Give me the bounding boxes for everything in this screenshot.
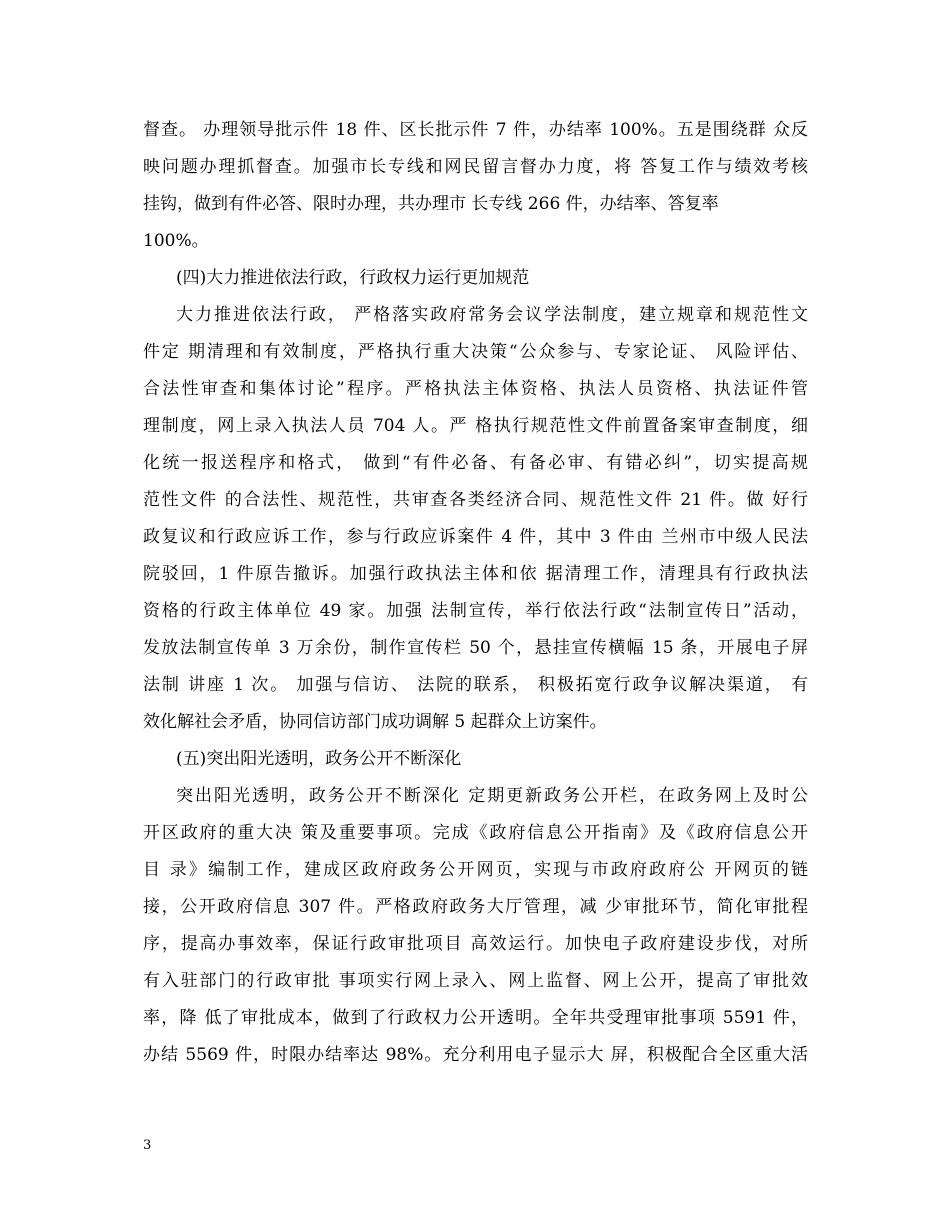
paragraph-line: 映问题办理抓督查。加强市长专线和网民留言督办力度，将 答复工作与绩效考核 [143, 157, 808, 177]
paragraph-line: 率，降 低了审批成本，做到了行政权力公开透明。全年共受理审批事项 5591 件， [143, 1008, 808, 1028]
paragraph-line: 有入驻部门的行政审批 事项实行网上录入、网上监督、网上公开，提高了审批效 [143, 971, 808, 991]
paragraph-line: 大力推进依法行政， 严格落实政府常务会议学法制度，建立规章和规范性文 [176, 305, 808, 325]
paragraph-line: 突出阳光透明，政务公开不断深化 定期更新政务公开栏，在政务网上及时公 [176, 786, 808, 806]
section-heading: (四)大力推进依法行政，行政权力运行更加规范 [176, 268, 530, 288]
paragraph-line: 合法性审查和集体讨论”程序。严格执法主体资格、执法人员资格、执法证件管 [143, 379, 808, 399]
paragraph-line: 督查。 办理领导批示件 18 件、区长批示件 7 件，办结率 100%。五是围绕群 众反 [143, 120, 808, 140]
paragraph-line: 序，提高办事效率，保证行政审批项目 高效运行。加快电子政府建设步伐，对所 [143, 934, 808, 954]
paragraph-line: 开区政府的重大决 策及重要事项。完成《政府信息公开指南》及《政府信息公开 [143, 823, 808, 843]
paragraph-line: 政复议和行政应诉工作，参与行政应诉案件 4 件，其中 3 件由 兰州市中级人民法 [143, 527, 808, 547]
paragraph-line: 化统一报送程序和格式， 做到“有件必备、有备必审、有错必纠”，切实提高规 [143, 453, 808, 473]
paragraph-line: 接，公开政府信息 307 件。严格政府政务大厅管理，减 少审批环节，简化审批程 [143, 897, 808, 917]
paragraph-line: 效化解社会矛盾，协同信访部门成功调解 5 起群众上访案件。 [143, 712, 607, 732]
paragraph-line: 100%。 [143, 231, 209, 251]
paragraph-line: 院驳回，1 件原告撤诉。加强行政执法主体和依 据清理工作，清理具有行政执法 [143, 564, 808, 584]
paragraph-line: 目 录》编制工作，建成区政府政务公开网页，实现与市政府政府公 开网页的链 [143, 860, 808, 880]
paragraph-line: 资格的行政主体单位 49 家。加强 法制宣传，举行依法行政“法制宣传日”活动， [143, 601, 808, 621]
paragraph-line: 发放法制宣传单 3 万余份，制作宣传栏 50 个，悬挂宣传横幅 15 条，开展电子屏 [143, 638, 808, 658]
paragraph-line: 范性文件 的合法性、规范性，共审查各类经济合同、规范性文件 21 件。做 好行 [143, 490, 808, 510]
paragraph-line: 挂钩，做到有件必答、限时办理，共办理市 长专线 266 件，办结率、答复率 [143, 194, 719, 214]
paragraph-line: 法制 讲座 1 次。 加强与信访、 法院的联系， 积极拓宽行政争议解决渠道， 有 [143, 675, 808, 695]
page-number: 3 [143, 1138, 152, 1153]
section-heading: (五)突出阳光透明，政务公开不断深化 [176, 749, 462, 769]
paragraph-line: 件定 期清理和有效制度，严格执行重大决策“公众参与、专家论证、 风险评估、 [143, 342, 808, 362]
paragraph-line: 办结 5569 件，时限办结率达 98%。充分利用电子显示大 屏，积极配合全区重大活 [143, 1045, 808, 1065]
paragraph-line: 理制度，网上录入执法人员 704 人。严 格执行规范性文件前置备案审查制度，细 [143, 416, 808, 436]
